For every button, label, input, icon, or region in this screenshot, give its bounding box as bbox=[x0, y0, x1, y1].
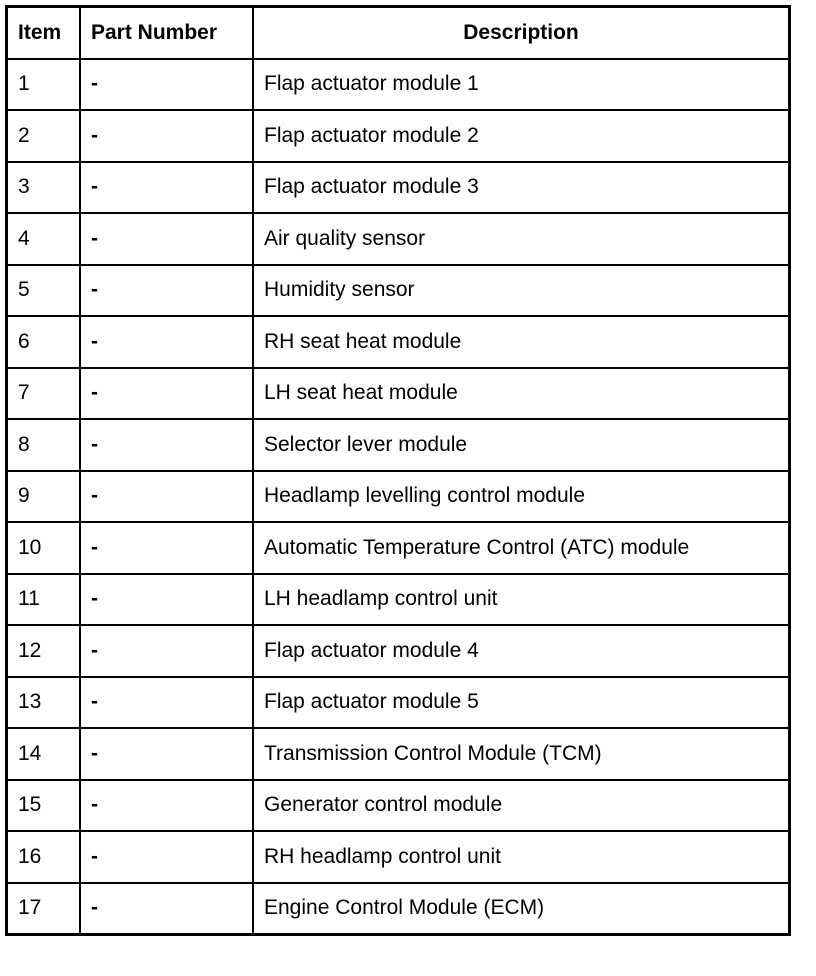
part-number-cell: - bbox=[80, 213, 253, 265]
description-cell: Selector lever module bbox=[253, 419, 789, 471]
header-description: Description bbox=[253, 7, 789, 59]
item-cell: 16 bbox=[7, 831, 80, 883]
description-cell: LH seat heat module bbox=[253, 368, 789, 420]
description-cell: Flap actuator module 4 bbox=[253, 625, 789, 677]
table-row bbox=[7, 625, 789, 677]
description-cell: Flap actuator module 3 bbox=[253, 162, 789, 214]
item-cell: 7 bbox=[7, 368, 80, 420]
table-row bbox=[7, 316, 789, 368]
item-cell: 1 bbox=[7, 59, 80, 111]
table-row bbox=[7, 368, 789, 420]
table-header-row bbox=[7, 7, 789, 59]
part-number-cell: - bbox=[80, 728, 253, 780]
part-number-cell: - bbox=[80, 316, 253, 368]
description-cell: LH headlamp control unit bbox=[253, 574, 789, 626]
description-cell: Flap actuator module 5 bbox=[253, 677, 789, 729]
part-number-cell: - bbox=[80, 780, 253, 832]
item-cell: 12 bbox=[7, 625, 80, 677]
table-row bbox=[7, 162, 789, 214]
item-cell: 3 bbox=[7, 162, 80, 214]
item-cell: 11 bbox=[7, 574, 80, 626]
part-number-cell: - bbox=[80, 883, 253, 935]
item-cell: 2 bbox=[7, 110, 80, 162]
part-number-cell: - bbox=[80, 265, 253, 317]
description-cell: RH seat heat module bbox=[253, 316, 789, 368]
header-item: Item bbox=[7, 7, 80, 59]
item-cell: 5 bbox=[7, 265, 80, 317]
part-number-cell: - bbox=[80, 368, 253, 420]
part-number-cell: - bbox=[80, 471, 253, 523]
description-cell: Transmission Control Module (TCM) bbox=[253, 728, 789, 780]
table-row bbox=[7, 883, 789, 935]
item-cell: 9 bbox=[7, 471, 80, 523]
table-row bbox=[7, 471, 789, 523]
part-number-cell: - bbox=[80, 677, 253, 729]
part-number-cell: - bbox=[80, 831, 253, 883]
part-number-cell: - bbox=[80, 162, 253, 214]
part-number-cell: - bbox=[80, 419, 253, 471]
item-cell: 17 bbox=[7, 883, 80, 935]
description-cell: Engine Control Module (ECM) bbox=[253, 883, 789, 935]
table-row bbox=[7, 677, 789, 729]
table-row bbox=[7, 265, 789, 317]
item-cell: 8 bbox=[7, 419, 80, 471]
item-cell: 15 bbox=[7, 780, 80, 832]
table-row bbox=[7, 780, 789, 832]
description-cell: Flap actuator module 2 bbox=[253, 110, 789, 162]
description-cell: Flap actuator module 1 bbox=[253, 59, 789, 111]
table-row bbox=[7, 213, 789, 265]
parts-table bbox=[6, 6, 790, 935]
table-row bbox=[7, 59, 789, 111]
item-cell: 13 bbox=[7, 677, 80, 729]
description-cell: Generator control module bbox=[253, 780, 789, 832]
part-number-cell: - bbox=[80, 625, 253, 677]
table-row bbox=[7, 522, 789, 574]
description-cell: Headlamp levelling control module bbox=[253, 471, 789, 523]
description-cell: Automatic Temperature Control (ATC) module bbox=[253, 522, 789, 574]
description-cell: Air quality sensor bbox=[253, 213, 789, 265]
item-cell: 6 bbox=[7, 316, 80, 368]
part-number-cell: - bbox=[80, 574, 253, 626]
table-row bbox=[7, 831, 789, 883]
table-row bbox=[7, 419, 789, 471]
header-part-number: Part Number bbox=[80, 7, 253, 59]
table-row bbox=[7, 110, 789, 162]
part-number-cell: - bbox=[80, 522, 253, 574]
description-cell: RH headlamp control unit bbox=[253, 831, 789, 883]
item-cell: 14 bbox=[7, 728, 80, 780]
part-number-cell: - bbox=[80, 59, 253, 111]
item-cell: 10 bbox=[7, 522, 80, 574]
table-body bbox=[7, 59, 789, 935]
item-cell: 4 bbox=[7, 213, 80, 265]
table-row bbox=[7, 574, 789, 626]
part-number-cell: - bbox=[80, 110, 253, 162]
description-cell: Humidity sensor bbox=[253, 265, 789, 317]
table-row bbox=[7, 728, 789, 780]
